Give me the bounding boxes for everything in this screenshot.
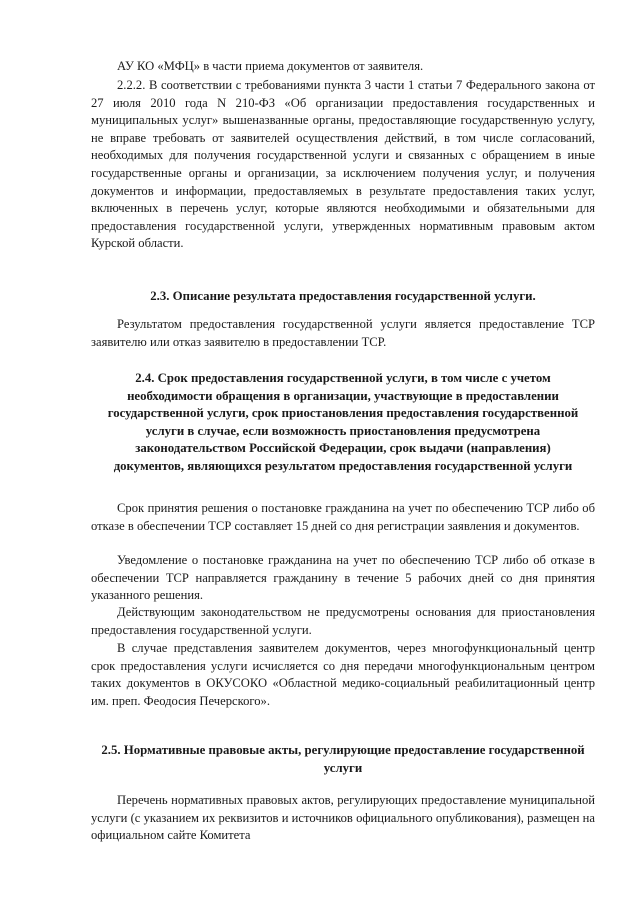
paragraph-mfc-submission: В случае представления заявителем документов, через многофункциональный центр срок предоставления услуги исчисляется со дня передачи многофункциональным центром таких документов в ОКУСОКО «Областной медико-социальный реабилитационный центр им. преп. Феодосия Печерского».	[91, 641, 595, 708]
paragraph-2-2-2: 2.2.2. В соответствии с требованиями пункта 3 части 1 статьи 7 Федерального закона от 27 июля 2010 года N 210-ФЗ «Об организации предоставления государственных и муниципальных услуг» вышеназванные органы, предоставляющие государственную услугу, не вправе требовать от заявителей осуществления действий, в том числе согласований, необходимых для получения государственной услуги и связанных с обращением в иные государственные органы и организации, за исключением получения услуг, и получения документов и информации, предоставляемых в результате предоставления таких услуг, включенных в перечень услуг, которые являются необходимыми и обязательными для предоставления государственной услуги, утвержденных нормативным правовым актом Курской области.	[91, 78, 595, 251]
paragraph-suspension-grounds: Действующим законодательством не предусмотрены основания для приостановления предоставления государственной услуги.	[91, 605, 595, 637]
section-heading-2-5: 2.5. Нормативные правовые акты, регулирующие предоставление государственной услуги	[101, 743, 585, 775]
paragraph-decision-deadline: Срок принятия решения о постановке гражданина на учет по обеспечению ТСР либо об отказе в обеспечении ТСР составляет 15 дней со дня регистрации заявления и документов.	[91, 501, 595, 533]
section-heading-2-4: 2.4. Срок предоставления государственной услуги, в том числе с учетом необходимости обращения в организации, участвующие в предоставлении государственной услуги, срок приостановления предоставления государственной услуги в случае, если возможность приостановления предусмотрена законодательством Российской Федерации, срок выдачи (направления) документов, являющихся результатом предоставления государственной услуги	[107, 371, 579, 473]
section-heading-2-3: 2.3. Описание результата предоставления государственной услуги.	[150, 289, 536, 303]
paragraph-legal-acts-list: Перечень нормативных правовых актов, регулирующих предоставление муниципальной услуги (с указанием их реквизитов и источников официального опубликования), размещен на официальном сайте Комитета	[91, 793, 595, 843]
paragraph-notification-deadline: Уведомление о постановке гражданина на учет по обеспечению ТСР либо об отказе в обеспечении ТСР направляется гражданину в течение 5 рабочих дней со дня принятия указанного решения.	[91, 553, 595, 603]
paragraph-result-description: Результатом предоставления государственной услуги является предоставление ТСР заявителю или отказ заявителю в предоставлении ТСР.	[91, 317, 595, 349]
paragraph-mfc-intake: АУ КО «МФЦ» в части приема документов от заявителя.	[117, 59, 424, 73]
